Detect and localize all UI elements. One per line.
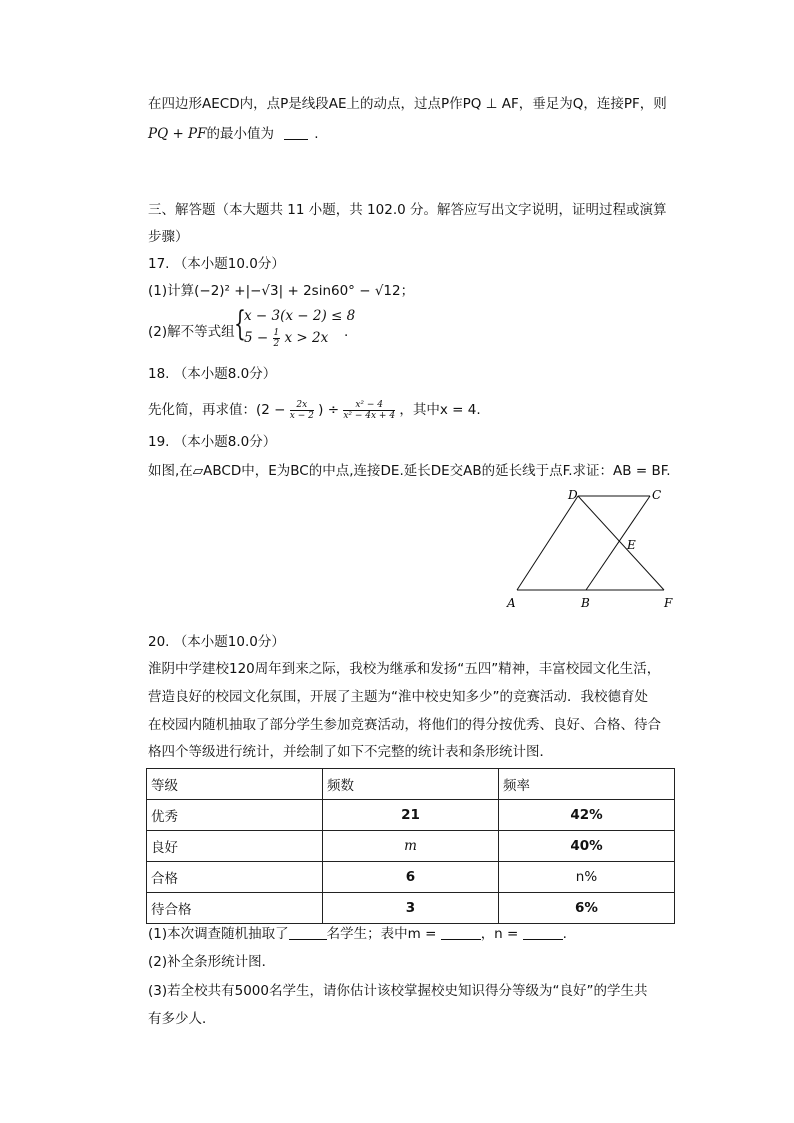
intro-text: 的最小值为 [206, 126, 274, 142]
table-header-row [147, 769, 675, 800]
intro-line-1: 在四边形AECD内，点P是线段AE上的动点，过点P作PQ ⊥ AF，垂足为Q，连接PF，则 [148, 96, 667, 112]
q20-s1 [148, 924, 567, 944]
q18-body [148, 395, 481, 425]
q20-s2: (2)补全条形统计图． [148, 954, 276, 970]
table-cell: m [323, 831, 499, 862]
label-c: C [652, 488, 662, 502]
q18-text-a: 先化简，再求值：(2 − [148, 402, 286, 418]
s1-text-c: ，n = [480, 926, 519, 942]
label-f: F [664, 596, 673, 610]
q20-header: 20. （本小题10.0分） [148, 634, 285, 650]
intro-expr: PQ + PF [148, 126, 207, 142]
section-title-line-2: 步骤） [148, 229, 189, 245]
q18-header: 18. （本小题8.0分） [148, 366, 277, 382]
table-cell: 良好 [147, 831, 323, 862]
q19-header: 19. （本小题8.0分） [148, 434, 277, 450]
q18-fraction-1: $\frac{2x}{x - 2}$ [289, 399, 314, 421]
intro-end: . [314, 126, 319, 142]
edge-ad [517, 496, 578, 590]
q20-p2: 营造良好的校园文化氛围，开展了主题为“淮中校史知多少”的竞赛活动．我校德育处 [148, 689, 648, 705]
table-row [147, 862, 675, 893]
table-row [147, 893, 675, 924]
ineq2-fraction: $\frac{1}{2}$ [273, 328, 280, 349]
blank-m[interactable] [441, 925, 481, 940]
blank-total[interactable] [289, 925, 327, 940]
section-title-line-1: 三、解答题（本大题共 11 小题，共 102.0 分。解答应写出文字说明，证明过程或演算 [148, 202, 667, 218]
q17-ineq-2 [244, 328, 328, 349]
table-cell: 优秀 [147, 800, 323, 831]
label-b: B [581, 596, 590, 610]
brace-icon: { [234, 304, 246, 344]
table-row [147, 831, 675, 862]
edge-cb [586, 496, 650, 590]
table-header: 频率 [499, 769, 675, 800]
ineq2-a: 5 − [244, 330, 269, 346]
q20-p4: 格四个等级进行统计，并绘制了如下不完整的统计表和条形统计图． [148, 744, 553, 760]
label-e: E [627, 538, 636, 552]
s1-text-a: (1)本次调查随机抽取了 [148, 926, 289, 942]
edge-df [578, 496, 664, 590]
answer-blank[interactable] [284, 125, 308, 140]
q20-s3-line1: (3)若全校共有5000名学生，请你估计该校掌握校史知识得分等级为“良好”的学生共 [148, 983, 648, 999]
frequency-table [146, 768, 675, 924]
parallelogram-figure [500, 485, 680, 615]
label-d: D [568, 488, 578, 502]
q17-part1: (1)计算(−2)² +|−√3| + 2sin60° − √12； [148, 283, 415, 299]
table-cell: 合格 [147, 862, 323, 893]
q17-ineq-1: x − 3(x − 2) ≤ 8 [244, 308, 356, 324]
q20-p3: 在校园内随机抽取了部分学生参加竞赛活动，将他们的得分按优秀、良好、合格、待合 [148, 717, 661, 733]
q20-p1: 淮阴中学建校120周年到来之际，我校为继承和发扬“五四”精神，丰富校园文化生活， [148, 661, 661, 677]
ineq2-b: x > 2x [284, 330, 329, 346]
q18-text-c: ，其中x = 4. [399, 402, 481, 418]
table-cell: 6% [499, 893, 675, 924]
table-cell: 6 [323, 862, 499, 893]
intro-line-2 [148, 124, 319, 144]
q19-text: 如图,在▱ABCD中，E为BC的中点,连接DE.延长DE交AB的延长线于点F.求证：AB = BF. [148, 463, 671, 479]
table-cell: n% [499, 862, 675, 893]
label-a: A [507, 596, 516, 610]
q20-s3-line2: 有多少人． [148, 1011, 216, 1027]
table-cell: 42% [499, 800, 675, 831]
table-cell: 3 [323, 893, 499, 924]
q17-header: 17. （本小题10.0分） [148, 256, 285, 272]
table-row [147, 800, 675, 831]
table-cell: 40% [499, 831, 675, 862]
s1-text-b: 名学生；表中m = [326, 926, 437, 942]
table-cell: 21 [323, 800, 499, 831]
table-header: 等级 [147, 769, 323, 800]
table-header: 频数 [323, 769, 499, 800]
q17-part2-end: . [344, 324, 349, 340]
s1-text-d: . [562, 926, 567, 942]
table-cell: 待合格 [147, 893, 323, 924]
blank-n[interactable] [523, 925, 563, 940]
q17-part2-label: (2)解不等式组 [148, 324, 235, 340]
q18-fraction-2: $\frac{\text{x² − 4}}{\text{x² − 4x + 4}}$ [343, 399, 396, 421]
q18-text-b: ) ÷ [318, 402, 340, 418]
